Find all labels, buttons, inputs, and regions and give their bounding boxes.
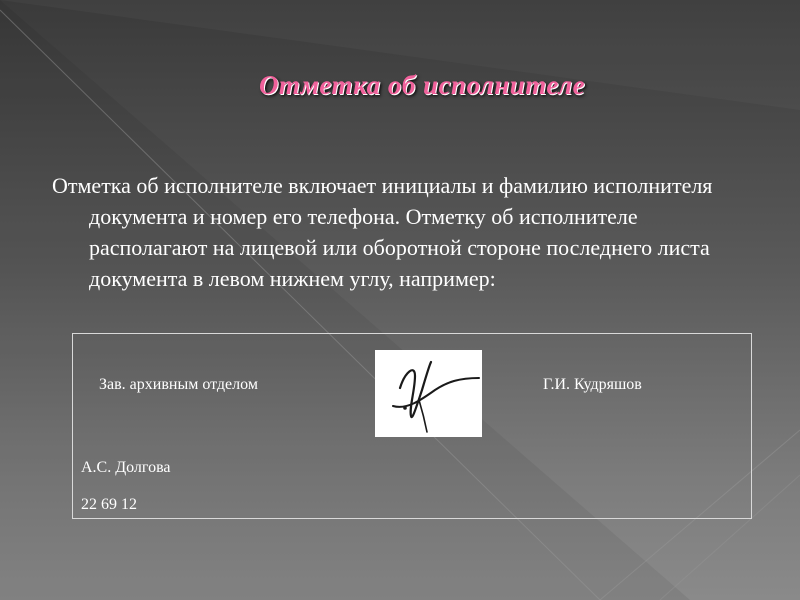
position-label: Зав. архивным отделом <box>99 376 258 393</box>
signer-name: Г.И. Кудряшов <box>543 376 642 393</box>
body-paragraph <box>52 170 742 294</box>
slide-title: Отметка об исполнителе <box>258 70 586 100</box>
executor-mark-example <box>72 333 752 519</box>
body-text: Отметка об исполнителе включает инициалы и фамилию исполнителя документа и номер его телефона. Отметку об исполнителе располагают на лицевой или оборотной стороне последнего листа документа в левом нижнем углу, например: <box>52 173 713 291</box>
signature-icon <box>375 350 482 437</box>
signature-image <box>375 350 482 437</box>
executor-name: А.С. Долгова <box>81 459 171 476</box>
executor-phone: 22 69 12 <box>81 496 137 513</box>
